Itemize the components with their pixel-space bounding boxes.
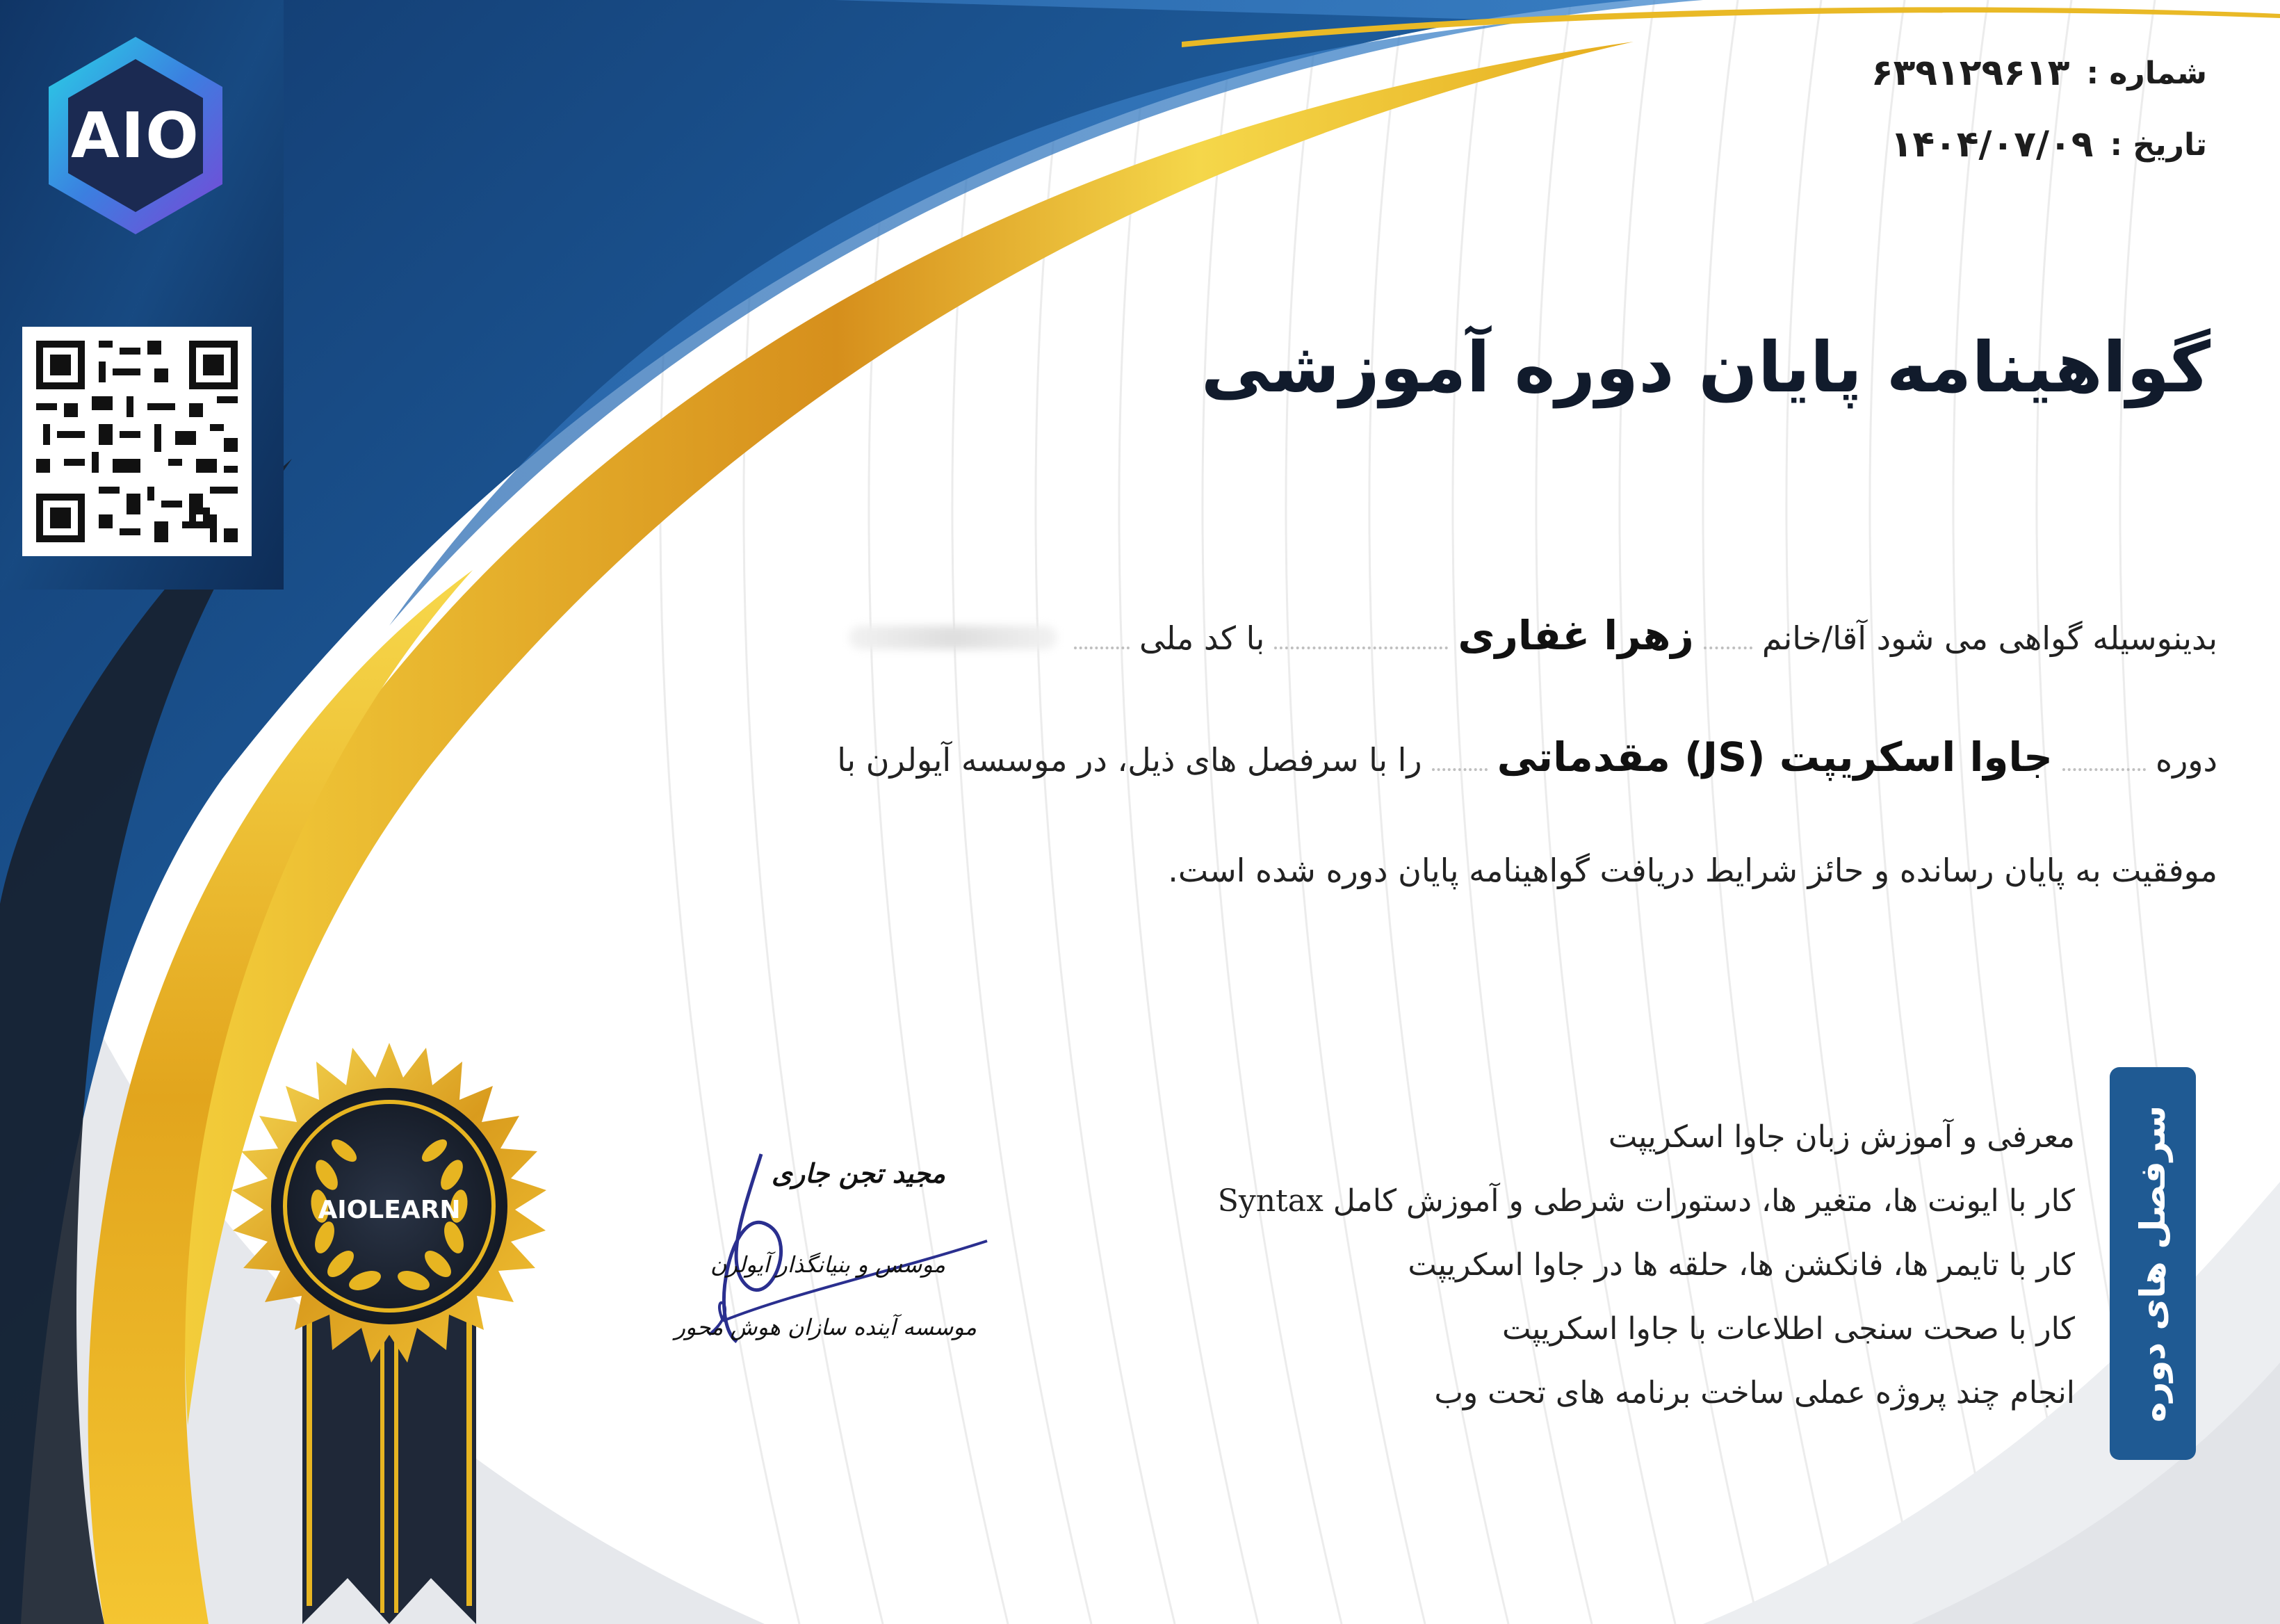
- signer-organization: موسسه آینده سازان هوش محور: [674, 1314, 977, 1340]
- qr-code-icon: [22, 327, 252, 556]
- certificate-number-label: شماره :: [2086, 55, 2207, 91]
- line1-national-id-label: با کد ملی: [1139, 619, 1265, 657]
- certificate-date-value: ۱۴۰۴/۰۷/۰۹: [1890, 124, 2094, 165]
- body-line-1: [842, 612, 2217, 659]
- ribbon: [302, 1300, 476, 1624]
- dotted-rule: [1432, 761, 1488, 771]
- topic-item: معرفی و آموزش زبان جاوا اسکریپت: [1608, 1119, 2075, 1155]
- body-line-2: [837, 733, 2217, 781]
- redacted-national-id: [849, 626, 1057, 649]
- certificate-date-label: تاریخ :: [2110, 127, 2207, 163]
- body-line-3: [1168, 852, 2217, 889]
- certificate-date-row: [1891, 124, 2207, 165]
- signer-role: موسس و بنیانگذار آیولرن: [710, 1251, 945, 1278]
- line2-suffix: را با سرفصل های ذیل، در موسسه آیولرن با: [837, 741, 1422, 779]
- dotted-rule: [1274, 640, 1448, 649]
- certificate-number-row: [1871, 52, 2207, 94]
- line2-prefix: دوره: [2155, 741, 2217, 779]
- line3-text: موفقیت به پایان رسانده و حائز شرایط دریافت گواهینامه پایان دوره شده است.: [1168, 852, 2217, 889]
- topic-item: کار با صحت سنجی اطلاعات با جاوا اسکریپت: [1501, 1311, 2075, 1347]
- logo-text: AIO: [71, 99, 200, 172]
- person-name: زهرا غفاری: [1458, 612, 1694, 659]
- line1-prefix: بدینوسیله گواهی می شود آقا/خانم: [1761, 619, 2217, 657]
- topics-tab-label: سرفصل های دوره: [2133, 1105, 2173, 1422]
- topics-tab: [2110, 1067, 2196, 1460]
- seal-text: AIOLEARN: [318, 1196, 461, 1224]
- topic-item: کار با ایونت ها، متغیر ها، دستورات شرطی و آموزش کامل Syntax: [1217, 1183, 2075, 1219]
- certificate-number-value: ۶۳۹۱۲۹۶۱۳: [1871, 52, 2070, 94]
- dotted-rule: [1074, 640, 1130, 649]
- course-name: جاوا اسکریپت (JS) مقدماتی: [1497, 733, 2053, 781]
- signer-name: مجید تجن جاری: [772, 1158, 945, 1189]
- topic-item: انجام چند پروژه عملی ساخت برنامه های تحت وب: [1434, 1375, 2075, 1411]
- brand-logo: [31, 31, 240, 240]
- qr-code: [22, 327, 252, 556]
- award-seal: [205, 1036, 573, 1624]
- dotted-rule: [1704, 640, 1752, 649]
- topics-list: [1218, 1105, 2075, 1425]
- signature-block: [674, 1112, 1001, 1377]
- certificate-title: گواهینامه پایان دوره آموزشی: [1200, 327, 2210, 408]
- dotted-rule: [2062, 761, 2146, 771]
- topic-item: کار با تایمر ها، فانکشن ها، حلقه ها در جاوا اسکریپت: [1408, 1247, 2075, 1283]
